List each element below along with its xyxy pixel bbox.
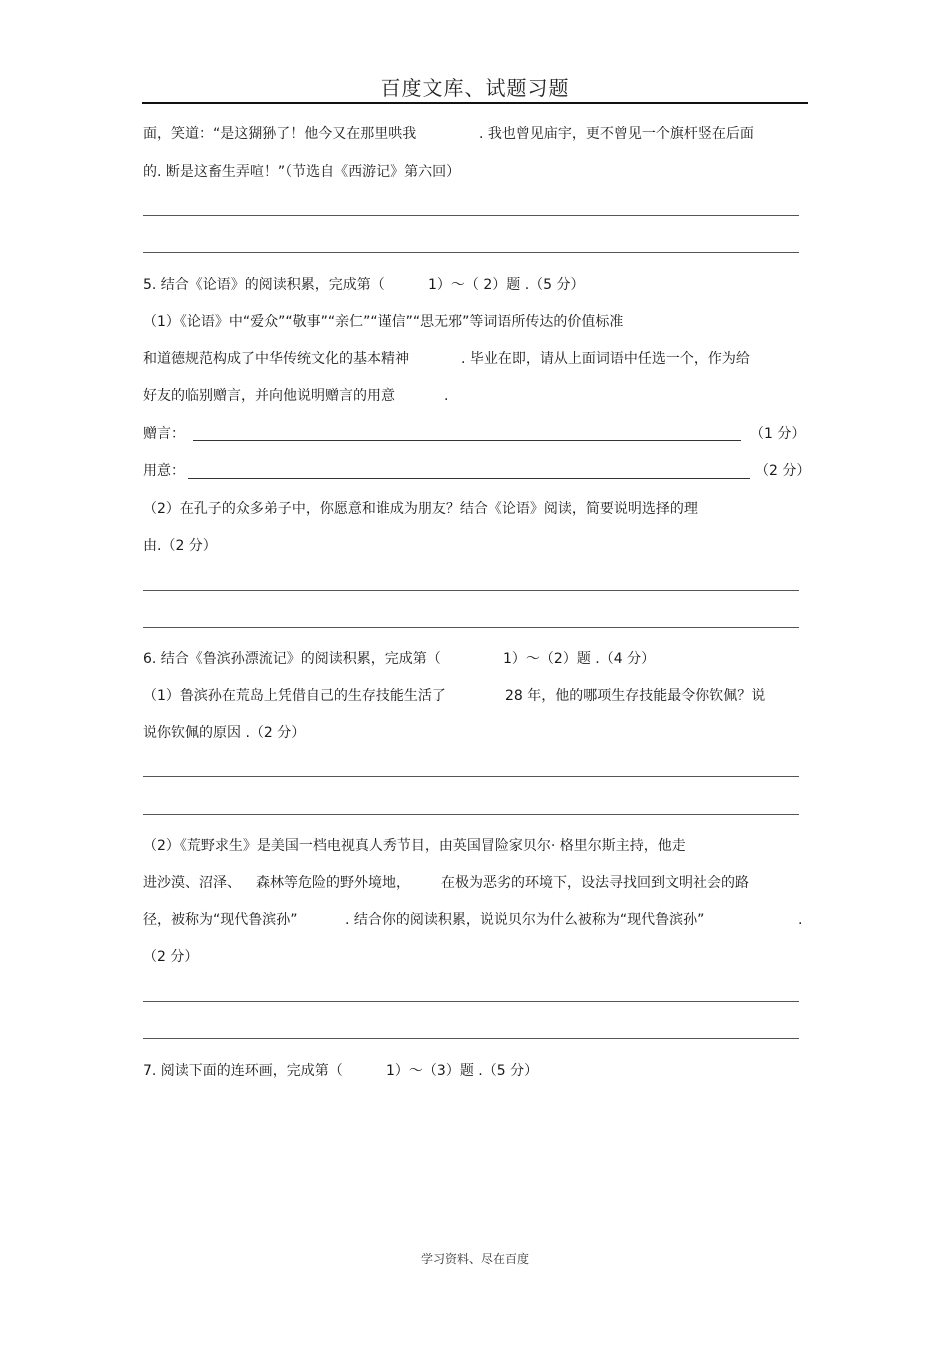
q6-p2-line-2c: 在极为恶劣的环境下，设法寻找回到文明社会的路 — [441, 875, 749, 891]
q6-title-b: 1）～（2）题 .（4 分） — [503, 651, 656, 667]
gift-input-line[interactable] — [193, 440, 741, 441]
page-header-title: 百度文库、试题习题 — [380, 76, 570, 100]
page-footer: 学习资料、尽在百度 — [420, 1252, 529, 1266]
q6-p1-line-1b: 28 年，他的哪项生存技能最令你钦佩？说 — [505, 688, 766, 704]
q6-p2-line-3a: 径，被称为“现代鲁滨孙” — [143, 912, 298, 928]
q5-title-b: 1）～（ 2）题 .（5 分） — [428, 277, 585, 293]
meaning-label: 用意： — [143, 463, 185, 479]
answer-line[interactable] — [143, 1038, 799, 1039]
q5-p1-line-3b: . — [444, 388, 449, 404]
meaning-score: （2 分） — [755, 463, 811, 479]
q5-p1-line-1: （1）《论语》中“爱众”“敬事”“亲仁”“谨信”“思无邪”等词语所传达的价值标准 — [143, 314, 624, 330]
q6-p2-line-4: （2 分） — [143, 949, 199, 965]
q6-p2-line-2b: 森林等危险的野外境地， — [256, 875, 410, 891]
gift-label: 赠言： — [143, 426, 185, 442]
answer-line[interactable] — [143, 215, 799, 216]
q7-title-a: 7. 阅读下面的连环画，完成第（ — [143, 1063, 343, 1079]
q6-p2-line-3b: . 结合你的阅读积累，说说贝尔为什么被称为“现代鲁滨孙” — [345, 912, 705, 928]
gift-score: （1 分） — [750, 426, 806, 442]
q6-p1-line-1a: （1）鲁滨孙在荒岛上凭借自己的生存技能生活了 — [143, 688, 446, 704]
answer-line[interactable] — [143, 252, 799, 253]
header-rule — [142, 102, 808, 104]
q6-p2-line-3c: . — [798, 912, 803, 928]
answer-line[interactable] — [143, 814, 799, 815]
answer-line[interactable] — [143, 1001, 799, 1002]
q7-title-b: 1）～（3）题 .（5 分） — [386, 1063, 539, 1079]
q5-p1-line-2a: 和道德规范构成了中华传统文化的基本精神 — [143, 351, 409, 367]
q6-p1-line-2: 说你钦佩的原因 .（2 分） — [143, 725, 306, 741]
passage-line-1b: . 我也曾见庙宇，更不曾见一个旗杆竖在后面 — [479, 126, 754, 142]
passage-line-1a: 面，笑道：“是这猢狲了！他今又在那里哄我 — [143, 126, 417, 142]
answer-line[interactable] — [143, 776, 799, 777]
answer-line[interactable] — [143, 590, 799, 591]
meaning-input-line[interactable] — [188, 478, 750, 479]
passage-line-2: 的. 断是这畜生弄喧！”（节选自《西游记》第六回） — [143, 164, 461, 180]
q5-p1-line-3a: 好友的临别赠言，并向他说明赠言的用意 — [143, 388, 395, 404]
answer-line[interactable] — [143, 627, 799, 628]
q6-p2-line-1: （2）《荒野求生》是美国一档电视真人秀节目，由英国冒险家贝尔· 格里尔斯主持，他走 — [143, 838, 686, 854]
q6-title-a: 6. 结合《鲁滨孙漂流记》的阅读积累，完成第（ — [143, 651, 441, 667]
q5-p2-line-2: 由.（2 分） — [143, 538, 217, 554]
q5-p2-line-1: （2）在孔子的众多弟子中，你愿意和谁成为朋友？结合《论语》阅读，简要说明选择的理 — [143, 501, 698, 517]
q6-p2-line-2a: 进沙漠、沼泽、 — [143, 875, 241, 891]
q5-title-a: 5. 结合《论语》的阅读积累，完成第（ — [143, 277, 385, 293]
q5-p1-line-2b: . 毕业在即，请从上面词语中任选一个，作为给 — [461, 351, 750, 367]
